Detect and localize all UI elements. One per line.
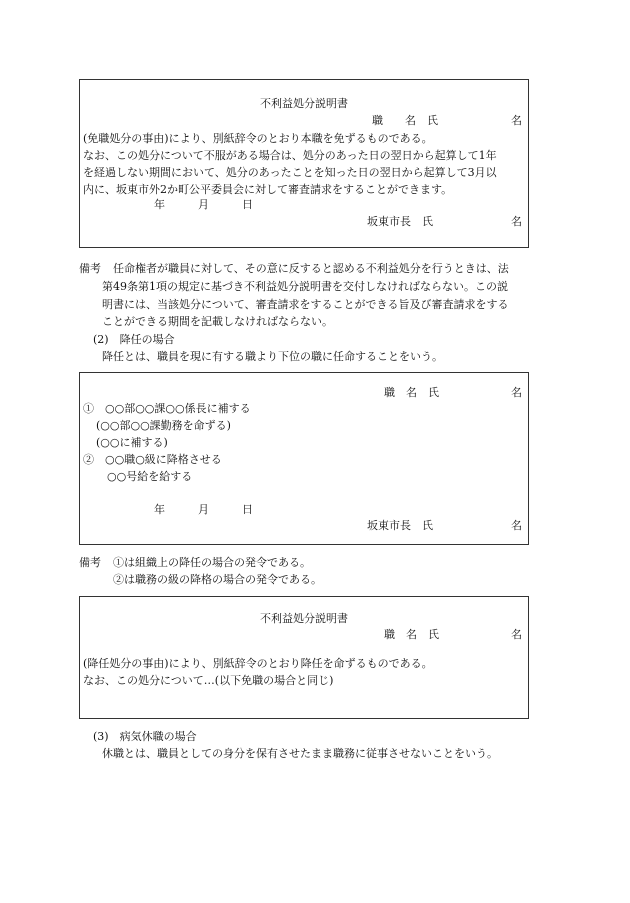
body-line-3: を経過しない期間において、処分のあったことを知った日の翌日から起算して3月以: [83, 166, 497, 179]
order-line-1: ① ○○部○○課○○係長に補する: [83, 402, 251, 415]
order-line-2: (○○部○○課勤務を命ずる): [96, 419, 231, 432]
signer-name-label: 名: [511, 519, 522, 532]
body-line-1: (免職処分の事由)により、別紙辞令のとおり本職を免ずるものである。: [83, 132, 433, 145]
date-line: 年 月 日: [154, 198, 253, 211]
name-label: 名: [511, 628, 522, 641]
body-line-2: なお、この処分について不服がある場合は、処分のあった日の翌日から起算して1年: [83, 149, 497, 162]
note-label: 備考: [79, 262, 101, 275]
note-line-2: ②は職務の級の降格の場合の発令である。: [113, 573, 322, 586]
name-label: 名: [511, 114, 522, 127]
section-heading: (3) 病気休職の場合: [93, 730, 197, 743]
position-name-label: 職 名 氏: [384, 628, 439, 641]
note-line-1: ①は組織上の降任の場合の発令である。: [113, 556, 311, 569]
note-line-3: 明書には、当該処分について、審査請求をすることができる旨及び審査請求をする: [102, 298, 509, 311]
demotion-notice-title: 不利益処分説明書: [260, 612, 348, 625]
position-name-label: 職 名 氏: [384, 386, 439, 399]
signer-label: 坂東市長 氏: [367, 215, 433, 228]
note-line-4: ことができる期間を記載しなければならない。: [102, 315, 333, 328]
date-line: 年 月 日: [154, 503, 253, 516]
dismissal-notice-title: 不利益処分説明書: [260, 97, 348, 110]
order-line-3: (○○に補する): [96, 436, 168, 449]
name-label: 名: [511, 386, 522, 399]
body-line-4: 内に、坂東市外2か町公平委員会に対して審査請求をすることができます。: [83, 183, 453, 196]
section-definition: 休職とは、職員としての身分を保有させたまま職務に従事させないことをいう。: [102, 747, 498, 760]
body-line-1: (降任処分の事由)により、別紙辞令のとおり降任を命ずるものである。: [83, 657, 433, 670]
signer-label: 坂東市長 氏: [367, 519, 433, 532]
section-definition: 降任とは、職員を現に有する職より下位の職に任命することをいう。: [102, 350, 443, 363]
order-line-5: ○○号給を給する: [107, 470, 193, 483]
order-line-4: ② ○○職○級に降格させる: [83, 453, 222, 466]
note-line-1: 任命権者が職員に対して、その意に反すると認める不利益処分を行うときは、法: [113, 262, 509, 275]
note-line-2: 第49条第1項の規定に基づき不利益処分説明書を交付しなければならない。この説: [102, 280, 508, 293]
note-label: 備考: [79, 556, 101, 569]
section-heading: (2) 降任の場合: [93, 333, 175, 346]
signer-name-label: 名: [511, 215, 522, 228]
body-line-2: なお、この処分について…(以下免職の場合と同じ): [83, 674, 334, 687]
position-name-label: 職 名 氏: [372, 114, 438, 127]
